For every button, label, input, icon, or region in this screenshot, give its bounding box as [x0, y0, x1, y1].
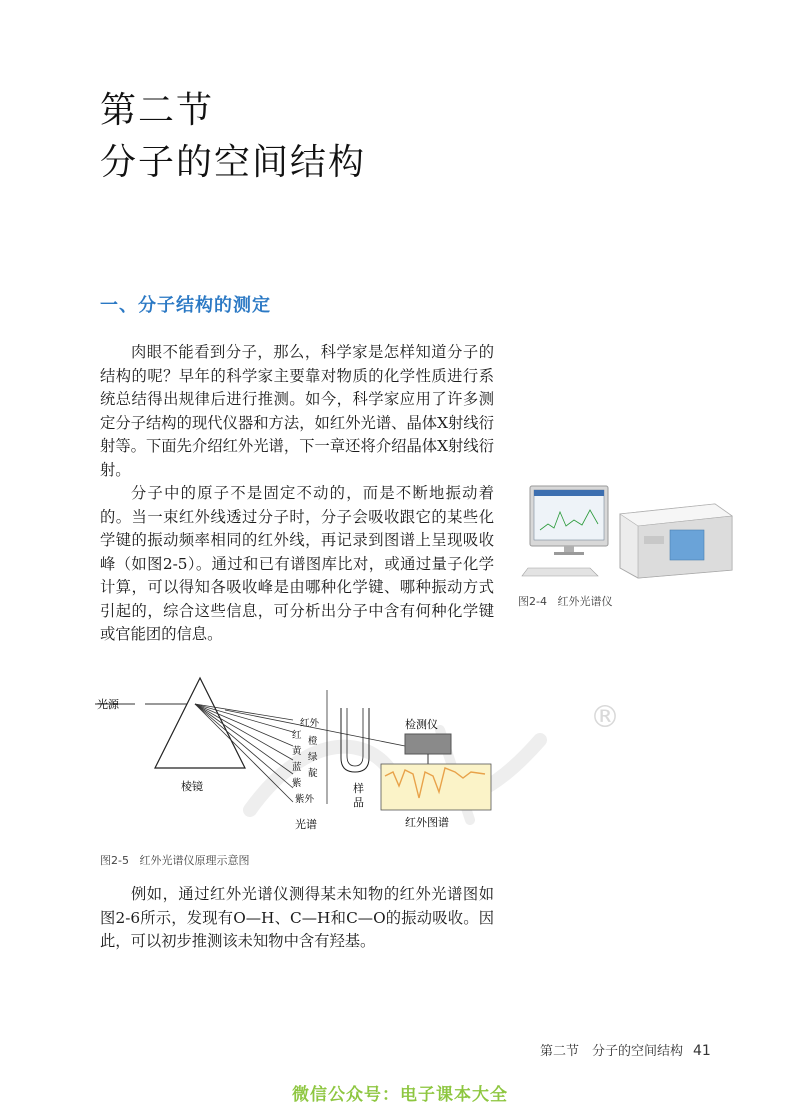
figure-2-4-text: 红外光谱仪	[557, 595, 613, 608]
chapter-section-label: 第二节	[100, 90, 215, 131]
label-indigo: 靛	[308, 768, 318, 779]
figure-2-5-caption	[100, 852, 249, 868]
label-red: 红	[292, 730, 302, 741]
figure-2-5-diagram	[95, 668, 505, 840]
label-sample-2: 品	[353, 796, 364, 809]
detector-label: 检测仪	[405, 718, 438, 731]
label-yellow: 黄	[292, 746, 302, 757]
paragraph-3: 例如，通过红外光谱仪测得某未知物的红外光谱图如图2-6所示，发现有O—H、C—H和C—O的振动吸收。因此，可以初步推测该未知物中含有羟基。	[100, 885, 494, 950]
label-blue: 蓝	[292, 762, 302, 773]
page-footer	[540, 1040, 711, 1059]
footer-section: 第二节 分子的空间结构	[540, 1044, 684, 1059]
ir-chart-label: 红外图谱	[405, 816, 449, 829]
label-infrared: 红外	[300, 718, 320, 729]
light-source-label: 光源	[97, 698, 119, 711]
figure-2-5-number: 图2-5	[100, 854, 129, 867]
page-number: 41	[693, 1043, 711, 1059]
chapter-title: 分子的空间结构	[100, 142, 367, 183]
section-heading: 一、分子结构的测定	[100, 295, 271, 316]
ir-spectrometer-illustration	[520, 480, 735, 580]
label-green: 绿	[308, 752, 318, 763]
figure-2-5-text: 红外光谱仪原理示意图	[139, 854, 250, 867]
ir-chart-box	[381, 764, 491, 810]
label-spectrum: 光谱	[295, 818, 317, 831]
label-orange: 橙	[308, 736, 318, 747]
label-violet: 紫	[292, 778, 302, 789]
label-sample-1: 样	[353, 782, 364, 795]
wechat-banner: 微信公众号：电子课本大全	[292, 1085, 508, 1105]
prism-label: 棱镜	[181, 780, 203, 793]
watermark-registered-mark: ®	[590, 700, 620, 735]
paragraph-2: 分子中的原子不是固定不动的，而是不断地振动着的。当一束红外线透过分子时，分子会吸收跟它的某些化学键的振动频率相同的红外线，再记录到图谱上呈现吸收峰（如图2-5）。通过和已有谱图库比对，或通过量子化学计算，可以得知各吸收峰是由哪种化学键、哪种振动方式引起的，综合这些信息，可分析出分子中含有何种化学键或官能团的信息。	[100, 484, 494, 643]
figure-2-4-image	[520, 480, 735, 580]
figure-2-4-number: 图2-4	[518, 595, 547, 608]
paragraph-1: 肉眼不能看到分子，那么，科学家是怎样知道分子的结构的呢？早年的科学家主要靠对物质的化学性质进行系统总结得出规律后进行推测。如今，科学家应用了许多测定分子结构的现代仪器和方法，如红外光谱、晶体X射线衍射等。下面先介绍红外光谱，下一章还将介绍晶体X射线衍射。	[100, 343, 494, 479]
label-ultraviolet: 紫外	[295, 794, 315, 805]
sample-tube-outer	[341, 708, 369, 772]
prism-shape	[155, 678, 245, 768]
figure-2-4-caption	[518, 593, 612, 609]
detector-box	[405, 734, 451, 754]
